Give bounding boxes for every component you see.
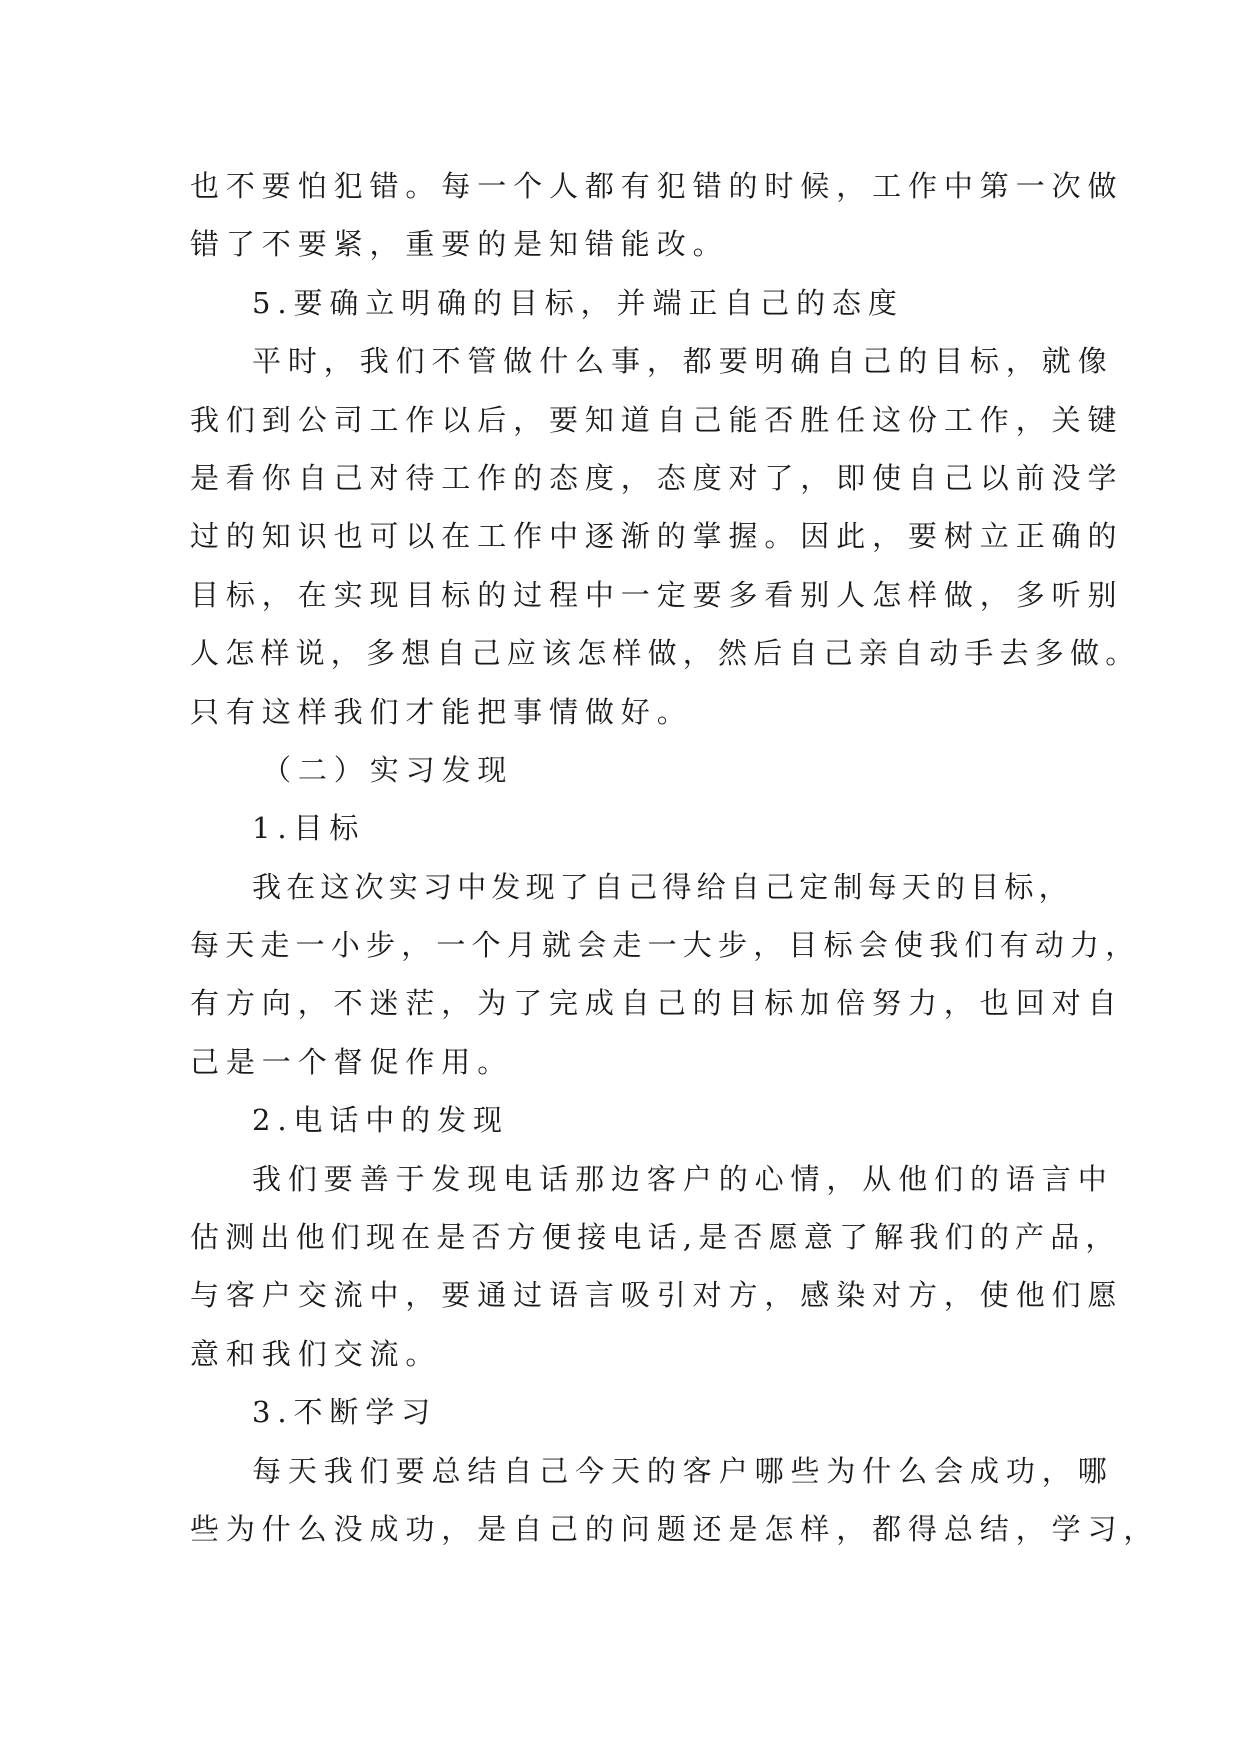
- text-line: 我们到公司工作以后，要知道自己能否胜任这份工作，关键: [190, 402, 1124, 437]
- text-line: 过的知识也可以在工作中逐渐的掌握。因此，要树立正确的: [190, 519, 1124, 554]
- text-line: 有方向，不迷茫，为了完成自己的目标加倍努力，也回对自: [190, 986, 1124, 1021]
- text-line: 平时，我们不管做什么事，都要明确自己的目标，就像: [252, 344, 1114, 379]
- text-line: 每天我们要总结自己今天的客户哪些为什么会成功，哪: [252, 1453, 1114, 1488]
- section-heading: 5.要确立明确的目标，并端正自己的态度: [252, 285, 904, 320]
- text-line: 估测出他们现在是否方便接电话,是否愿意了解我们的产品，: [190, 1220, 1121, 1255]
- text-line: 我在这次实习中发现了自己得给自己定制每天的目标，: [252, 869, 1073, 904]
- section-heading: （二）实习发现: [262, 752, 514, 787]
- text-line: 与客户交流中，要通过语言吸引对方，感染对方，使他们愿: [190, 1278, 1124, 1313]
- text-line: 是看你自己对待工作的态度，态度对了，即使自己以前没学: [190, 460, 1124, 495]
- text-line: 只有这样我们才能把事情做好。: [190, 694, 693, 729]
- text-line: 己是一个督促作用。: [190, 1044, 514, 1079]
- text-line: 意和我们交流。: [190, 1336, 442, 1371]
- text-line: 些为什么没成功，是自己的问题还是怎样，都得总结，学习，: [190, 1511, 1160, 1546]
- text-line: 我们要善于发现电话那边客户的心情，从他们的语言中: [252, 1161, 1114, 1196]
- text-line: 错了不要紧，重要的是知错能改。: [190, 227, 729, 262]
- text-line: 每天走一小步，一个月就会走一大步，目标会使我们有动力，: [190, 928, 1141, 963]
- text-line: 也不要怕犯错。每一个人都有犯错的时候，工作中第一次做: [190, 169, 1124, 203]
- text-line: 人怎样说，多想自己应该怎样做，然后自己亲自动手去多做。: [190, 636, 1141, 671]
- document-body: [190, 157, 1160, 1558]
- section-heading: 1.目标: [252, 811, 366, 846]
- text-line: 目标，在实现目标的过程中一定要多看别人怎样做，多听别: [190, 577, 1124, 612]
- section-heading: 2.电话中的发现: [252, 1103, 509, 1138]
- section-heading: 3.不断学习: [252, 1395, 438, 1430]
